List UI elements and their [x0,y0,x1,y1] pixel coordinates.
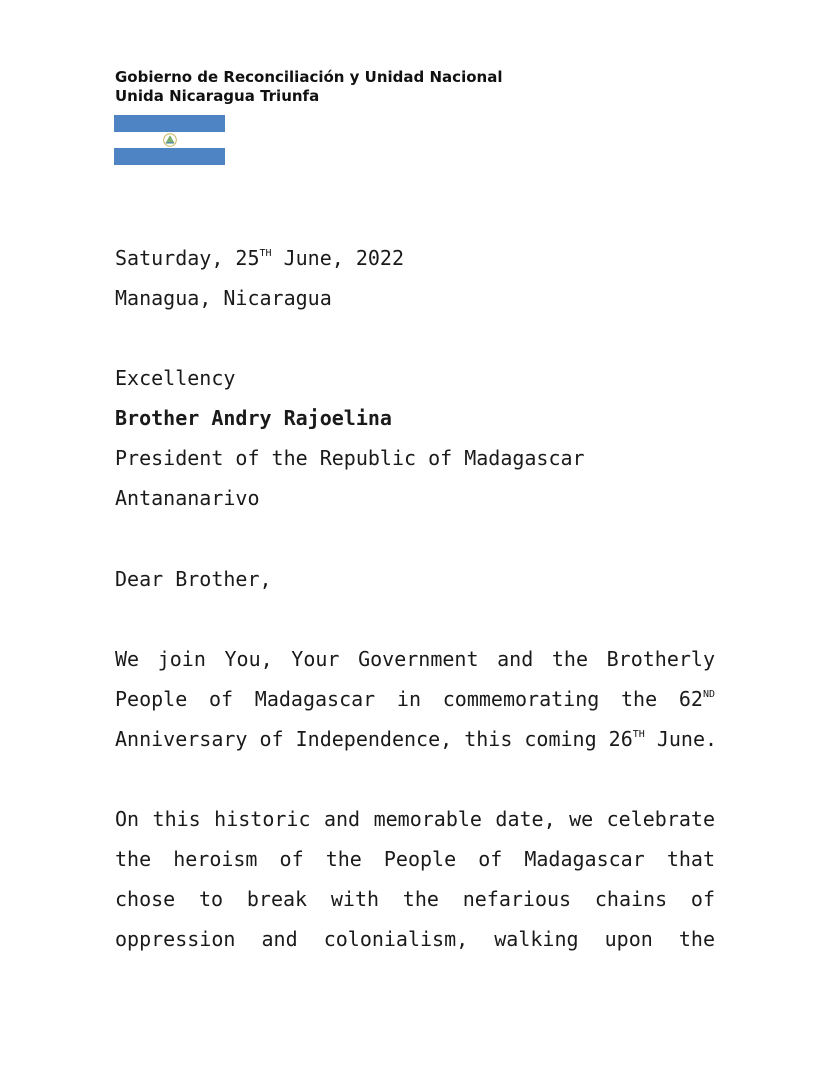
recipient-name: Brother Andry Rajoelina [115,406,392,430]
letter-date: Saturday, 25TH June, 2022 [115,246,404,270]
paragraph-1-line: Anniversary of Independence, this coming 26TH June. [115,727,718,751]
paragraph-1 [115,639,718,759]
paragraph-2 [115,799,715,959]
greeting-block [115,559,715,599]
paragraph-1-line: People of Madagascar in commemorating the 62ND [115,687,715,711]
flag-bottom-stripe [114,148,225,165]
greeting: Dear Brother, [115,567,272,591]
letterhead-slogan: Unida Nicaragua Triunfa [115,87,320,105]
salutation-title: Excellency [115,366,236,390]
flag-top-stripe [114,115,225,132]
recipient-position: President of the Republic of Madagascar [115,446,585,470]
paragraph-2-line: chose to break with the nefarious chains of [115,887,715,911]
letter-place: Managua, Nicaragua [115,286,332,310]
recipient-block [115,358,715,518]
paragraph-1-line: We join You, Your Government and the Brotherly [115,647,715,671]
recipient-city: Antananarivo [115,486,260,510]
flag-middle-stripe [114,132,225,149]
letterhead [115,68,502,106]
date-block [115,238,715,318]
letterhead-government-name: Gobierno de Reconciliación y Unidad Nacional [115,68,503,86]
nicaragua-coat-of-arms-icon [162,133,178,147]
paragraph-2-line: On this historic and memorable date, we celebrate [115,807,715,831]
nicaragua-flag [114,115,225,165]
paragraph-2-line: oppression and colonialism, walking upon the [115,927,715,951]
paragraph-2-line: the heroism of the People of Madagascar that [115,847,715,871]
